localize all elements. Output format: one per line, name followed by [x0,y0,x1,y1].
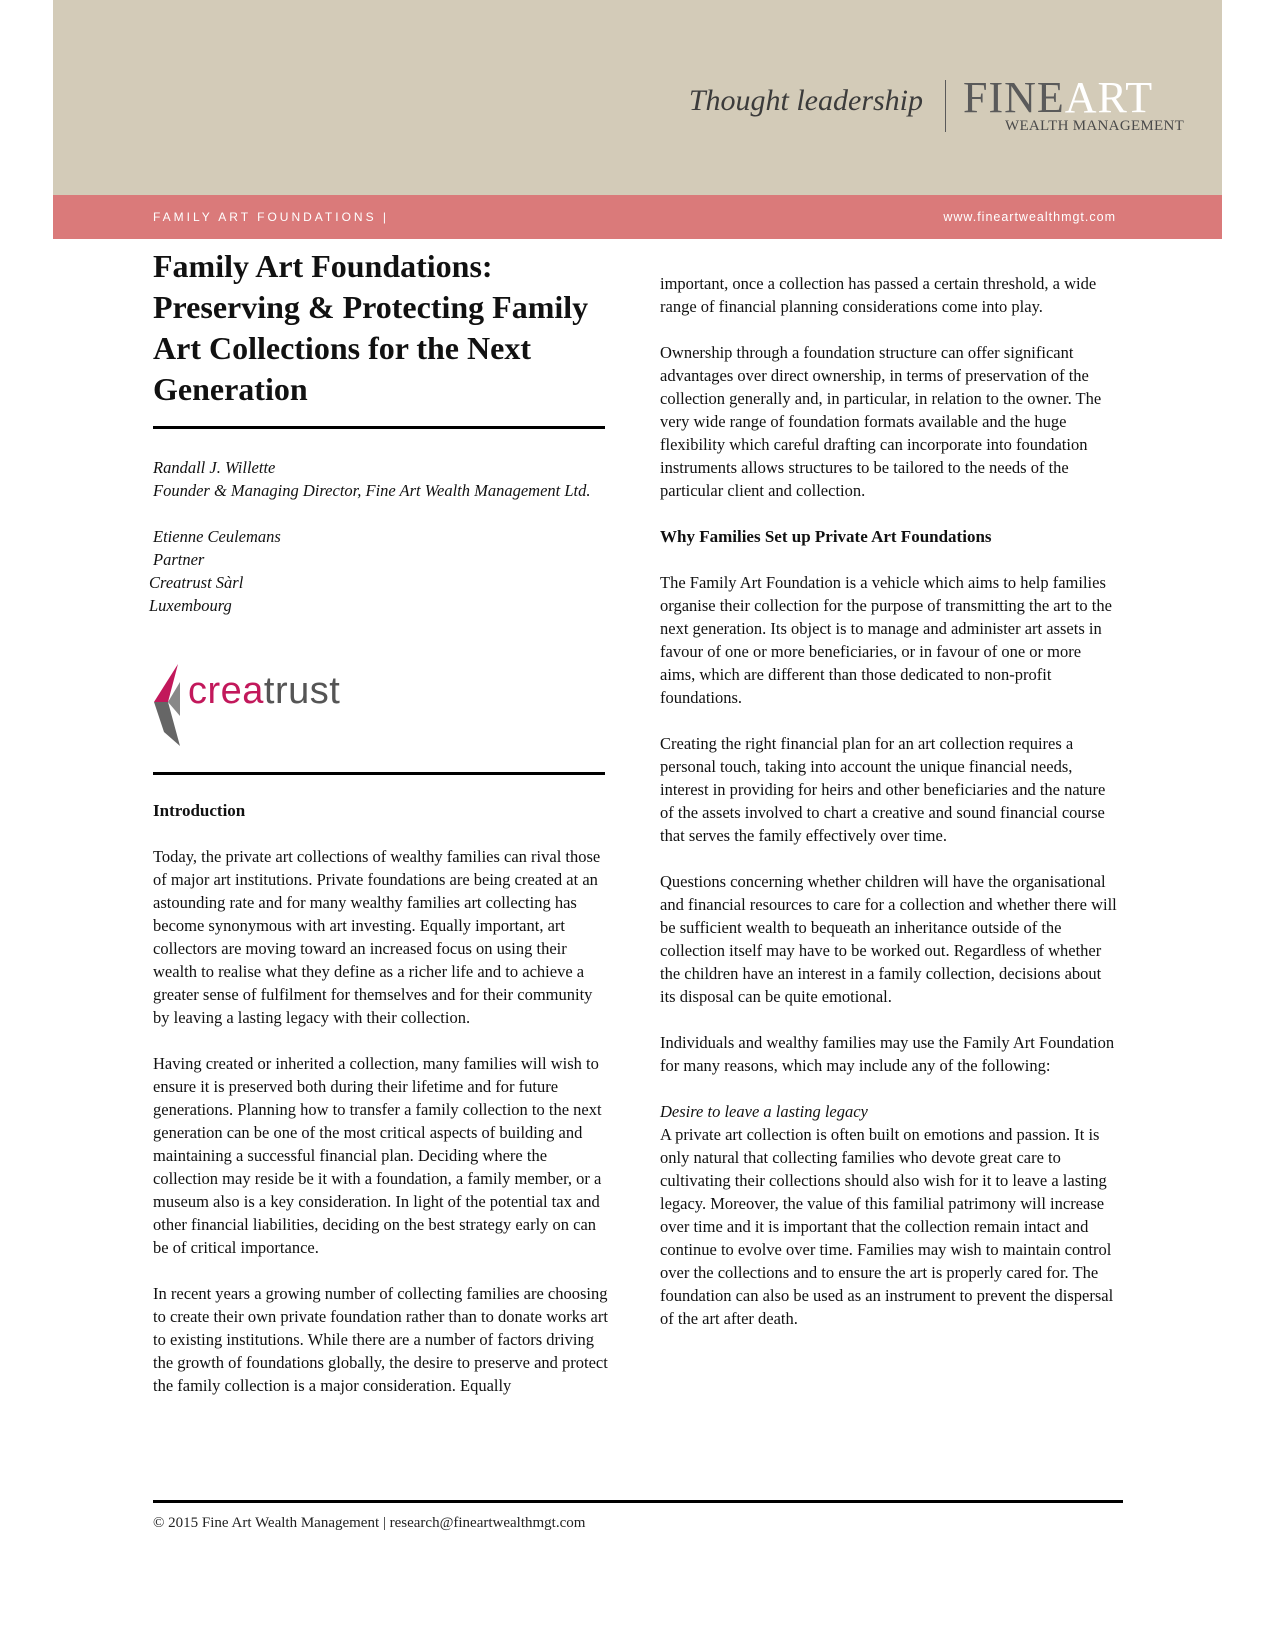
tagline: Thought leadership [688,84,923,117]
intro-paragraph: Having created or inherited a collection, many families will wish to ensure it is preserved both during their lifetime and for future generations. Planning how to transfer a family collection to the next generation can be one of the most critical aspects of building and maintaining a successful financial plan. Deciding where the collection may reside be it with a foundation, a family member, or a museum also is a key consideration. In light of the potential tax and other financial liabilities, deciding on the best strategy early on can be of critical importance. [153,1054,602,1257]
creatrust-wordmark: creatrust [188,670,341,712]
brand-art: ART [1064,73,1154,122]
legacy-subheading: Desire to leave a lasting legacy [660,1102,868,1121]
author2-company: Creatrust Sàrl [149,573,244,592]
author2-name: Etienne Ceulemans [153,527,281,546]
creatrust-mark-icon [150,662,184,750]
intro-paragraph: In recent years a growing number of collecting families are choosing to create their own private foundation rather than to donate works art to existing institutions. While there are a number of factors driving the growth of foundations globally, the desire to preserve and protect the family collection is a major consideration. Equally [153,1284,608,1395]
intro-heading: Introduction [153,801,246,820]
website-link[interactable]: www.fineartwealthmgt.com [943,210,1116,224]
author2-location: Luxembourg [149,596,232,615]
why-heading: Why Families Set up Private Art Foundations [660,527,992,546]
title-rule [153,426,605,429]
right-column [660,272,1120,1353]
author-block [149,456,613,617]
left-column [153,799,613,1420]
body-paragraph: The Family Art Foundation is a vehicle which aims to help families organise their collection for the purpose of transmitting the art to the next generation. Its object is to manage and administer art assets in favour of one or more beneficiaries, or in favour of one or more aims, which are different than those dedicated to non-profit foundations. [660,573,1112,707]
body-paragraph: Creating the right financial plan for an art collection requires a personal touch, taking into account the unique financial needs, interest in providing for heirs and other beneficiaries and the nature of the assets involved to chart a creative and sound financial course that serves the family effectively over time. [660,734,1106,845]
author-rule [153,772,605,775]
author1-role: Founder & Managing Director, Fine Art Wealth Management Ltd. [153,481,591,500]
brand-logo [963,73,1154,122]
footer-rule [153,1500,1123,1503]
section-bar [53,195,1222,239]
footer-text: © 2015 Fine Art Wealth Management | research@fineartwealthmgt.com [153,1515,586,1531]
body-paragraph: Ownership through a foundation structure can offer significant advantages over direct ownership, in terms of preservation of the collection generally and, in particular, in relation to the owner. The very wide range of foundation formats available and the huge flexibility which careful drafting can incorporate into foundation instruments allows structures to be tailored to the needs of the particular client and collection. [660,343,1102,500]
body-paragraph: Questions concerning whether children will have the organisational and financial resources to care for a collection and whether there will be sufficient wealth to bequeath an inheritance outside of the collection itself may have to be worked out. Regardless of whether the children have an interest in a family collection, decisions about its disposal can be quite emotional. [660,872,1117,1006]
header-divider [945,80,946,132]
body-paragraph: important, once a collection has passed a certain threshold, a wide range of financial planning considerations come into play. [660,274,1097,316]
brand-fine: FINE [963,73,1065,122]
header-band [53,0,1222,195]
body-paragraph: Individuals and wealthy families may use the Family Art Foundation for many reasons, which may include any of the following: [660,1033,1115,1075]
brand-subtitle: WEALTH MANAGEMENT [1005,118,1185,134]
author1-name: Randall J. Willette [153,458,276,477]
article-title: Family Art Foundations: Preserving & Protecting Family Art Collections for the Next Generation [153,248,589,407]
intro-paragraph: Today, the private art collections of wealthy families can rival those of major art institutions. Private foundations are being created at an astounding rate and for many wealthy families art collecting has become synonymous with art investing. Equally important, art collectors are moving toward an increased focus on using their wealth to realise what they define as a richer life and to achieve a greater sense of fulfilment for themselves and for their community by leaving a lasting legacy with their collection. [153,847,601,1027]
section-label: FAMILY ART FOUNDATIONS | [153,210,390,224]
author2-role: Partner [153,550,205,569]
creatrust-logo [150,662,380,750]
body-paragraph: A private art collection is often built on emotions and passion. It is only natural that collecting families who devote great care to cultivating their collections should also wish for it to leave a lasting legacy. Moreover, the value of this familial patrimony will increase over time and it is important that the collection remain intact and continue to evolve over time. Families may wish to maintain control over the collections and to ensure the art is properly cared for. The foundation can also be used as an instrument to prevent the dispersal of the art after death. [660,1125,1114,1328]
